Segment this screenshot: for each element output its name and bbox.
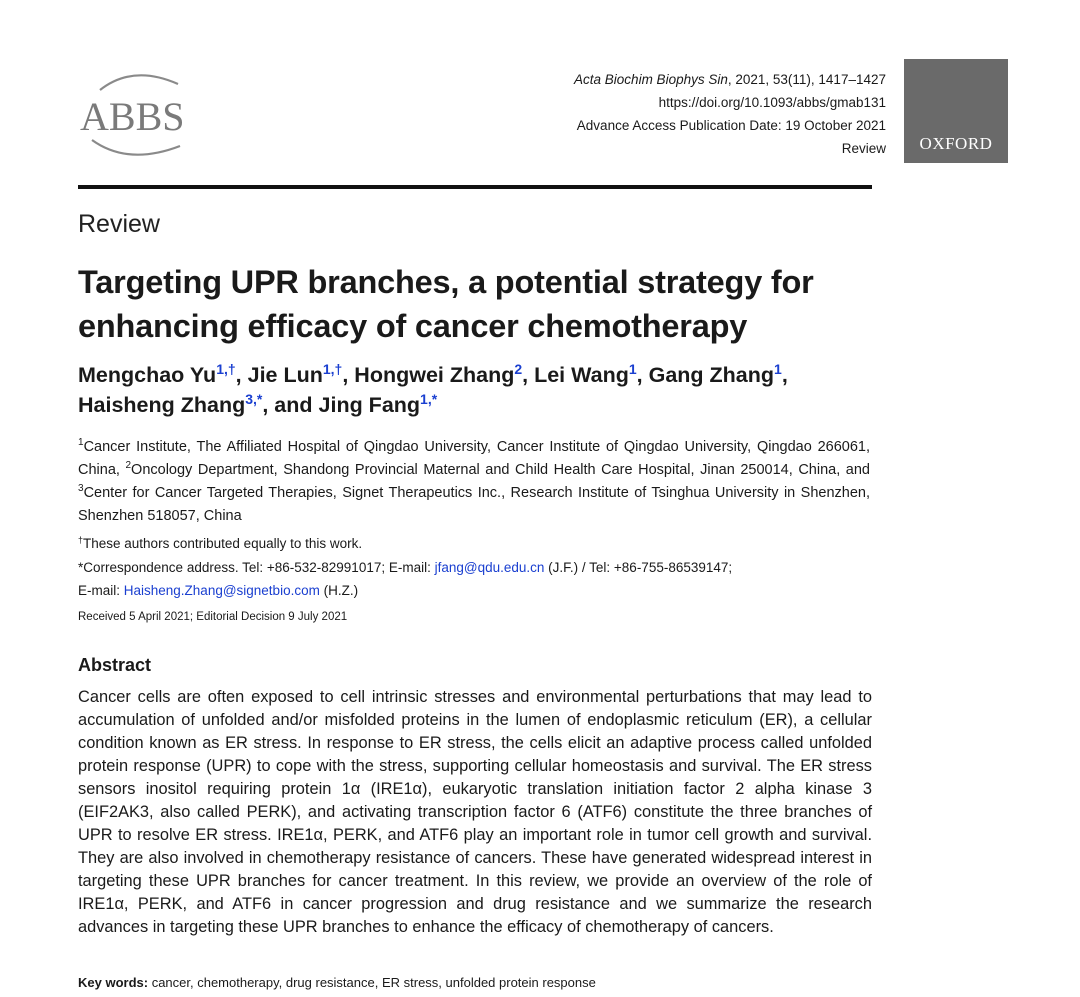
- keywords-label: Key words:: [78, 975, 149, 990]
- correspondence-note: *Correspondence address. Tel: +86-532-82991017; E-mail: jfang@qdu.edu.cn (J.F.) / Tel: +86-755-86539147;: [78, 559, 733, 575]
- affiliation-text: Cancer Institute, The Affiliated Hospital of Qingdao University, Cancer Institute of Qingdao University, Qingdao 266061, China,: [78, 439, 870, 478]
- affiliation-number: 3: [78, 483, 84, 494]
- article-type: Review: [841, 141, 886, 156]
- author-affiliation-marker[interactable]: 3,*: [245, 391, 263, 407]
- author-affiliation-marker[interactable]: 1,†: [216, 361, 236, 377]
- author-affiliation-marker[interactable]: 1: [628, 361, 637, 377]
- author-separator: ,: [522, 363, 535, 387]
- author-name: Haisheng Zhang: [78, 393, 246, 417]
- article-title: Targeting UPR branches, a potential strategy for enhancing efficacy of cancer chemotherapy: [78, 264, 814, 344]
- author-name: Lei Wang: [534, 363, 629, 387]
- abbs-logo-icon: [78, 66, 196, 162]
- received-dates: Received 5 April 2021; Editorial Decision 9 July 2021: [78, 611, 348, 623]
- author-name: Jie Lun: [247, 363, 323, 387]
- doi-link[interactable]: https://doi.org/10.1093/abbs/gmab131: [658, 95, 886, 110]
- advance-access-date: Advance Access Publication Date: 19 October 2021: [576, 118, 886, 133]
- author-name: Hongwei Zhang: [354, 363, 515, 387]
- author-separator: ,: [781, 363, 788, 387]
- author-list: [78, 360, 878, 420]
- abstract-text: Cancer cells are often exposed to cell intrinsic stresses and environmental perturbations that may lead to accumulation of unfolded and/or misfolded proteins in the lumen of endoplasmic reticulum (ER), a cellular condition known as ER stress. In response to ER stress, the cells elicit an adaptive process called unfolded protein response (UPR) to cope with the stress, supporting cellular homeostasis and survival. The ER stress sensors inositol requiring protein 1α (IRE1α), eukaryotic translation initiation factor 2 alpha kinase 3 (EIF2AK3, also called PERK), and activating transcription factor 6 (ATF6) constitute the three branches of UPR to resolve ER stress. IRE1α, PERK, and ATF6 play an important role in tumor cell growth and survival. They are also involved in chemotherapy resistance of cancers. These have generated widespread interest in targeting these UPR branches for cancer treatment. In this review, we provide an overview of the role of IRE1α, PERK, and ATF6 in cancer progression and drug resistance and we summarize the research advances in targeting these UPR branches to enhance the efficacy of chemotherapy of cancers.: [78, 688, 872, 936]
- author-name: Gang Zhang: [648, 363, 775, 387]
- journal-logo: [78, 66, 196, 162]
- author-affiliation-marker[interactable]: 1,*: [420, 391, 438, 407]
- keywords-list: cancer, chemotherapy, drug resistance, ER stress, unfolded protein response: [148, 975, 596, 990]
- affiliation-text: Center for Cancer Targeted Therapies, Signet Therapeutics Inc., Research Institute of Tsinghua University in Shenzhen, Shenzhen 518057, China: [78, 485, 870, 524]
- section-type: Review: [78, 210, 160, 238]
- journal-meta: [574, 68, 886, 160]
- author-affiliation-marker[interactable]: 1: [774, 361, 782, 377]
- logo-text: ABBS: [80, 94, 185, 139]
- author-notes: [78, 532, 878, 603]
- equal-contribution-note: †These authors contributed equally to this work.: [78, 535, 363, 551]
- author-affiliation-marker[interactable]: 1,†: [322, 361, 343, 377]
- citation-line: [574, 68, 886, 91]
- keywords: [78, 975, 596, 990]
- email-link-jfang[interactable]: jfang@qdu.edu.cn: [434, 559, 545, 575]
- affiliation-number: 2: [125, 460, 132, 471]
- affiliation-number: 1: [78, 437, 84, 448]
- citation-details: , 2021, 53(11), 1417–1427: [727, 72, 886, 87]
- header-divider: [78, 185, 872, 189]
- author-separator: ,: [342, 363, 355, 387]
- author-name: Mengchao Yu: [78, 363, 217, 387]
- affiliations: [78, 436, 870, 528]
- author-separator: , and: [262, 393, 319, 417]
- abstract-heading: Abstract: [78, 655, 152, 675]
- correspondence-note-2: E-mail: Haisheng.Zhang@signetbio.com (H.Z.): [78, 583, 359, 598]
- publisher-logo: [904, 59, 1008, 163]
- author-name: Jing Fang: [318, 393, 421, 417]
- author-separator: ,: [636, 363, 649, 387]
- publisher-name: OXFORD: [919, 134, 993, 153]
- email-link-hzhang[interactable]: Haisheng.Zhang@signetbio.com: [123, 583, 320, 598]
- author-affiliation-marker[interactable]: 2: [514, 361, 523, 377]
- author-separator: ,: [235, 363, 248, 387]
- affiliation-text: Oncology Department, Shandong Provincial Maternal and Child Health Care Hospital, Jinan 250014, China, and: [131, 462, 870, 478]
- journal-name: Acta Biochim Biophys Sin: [574, 72, 728, 87]
